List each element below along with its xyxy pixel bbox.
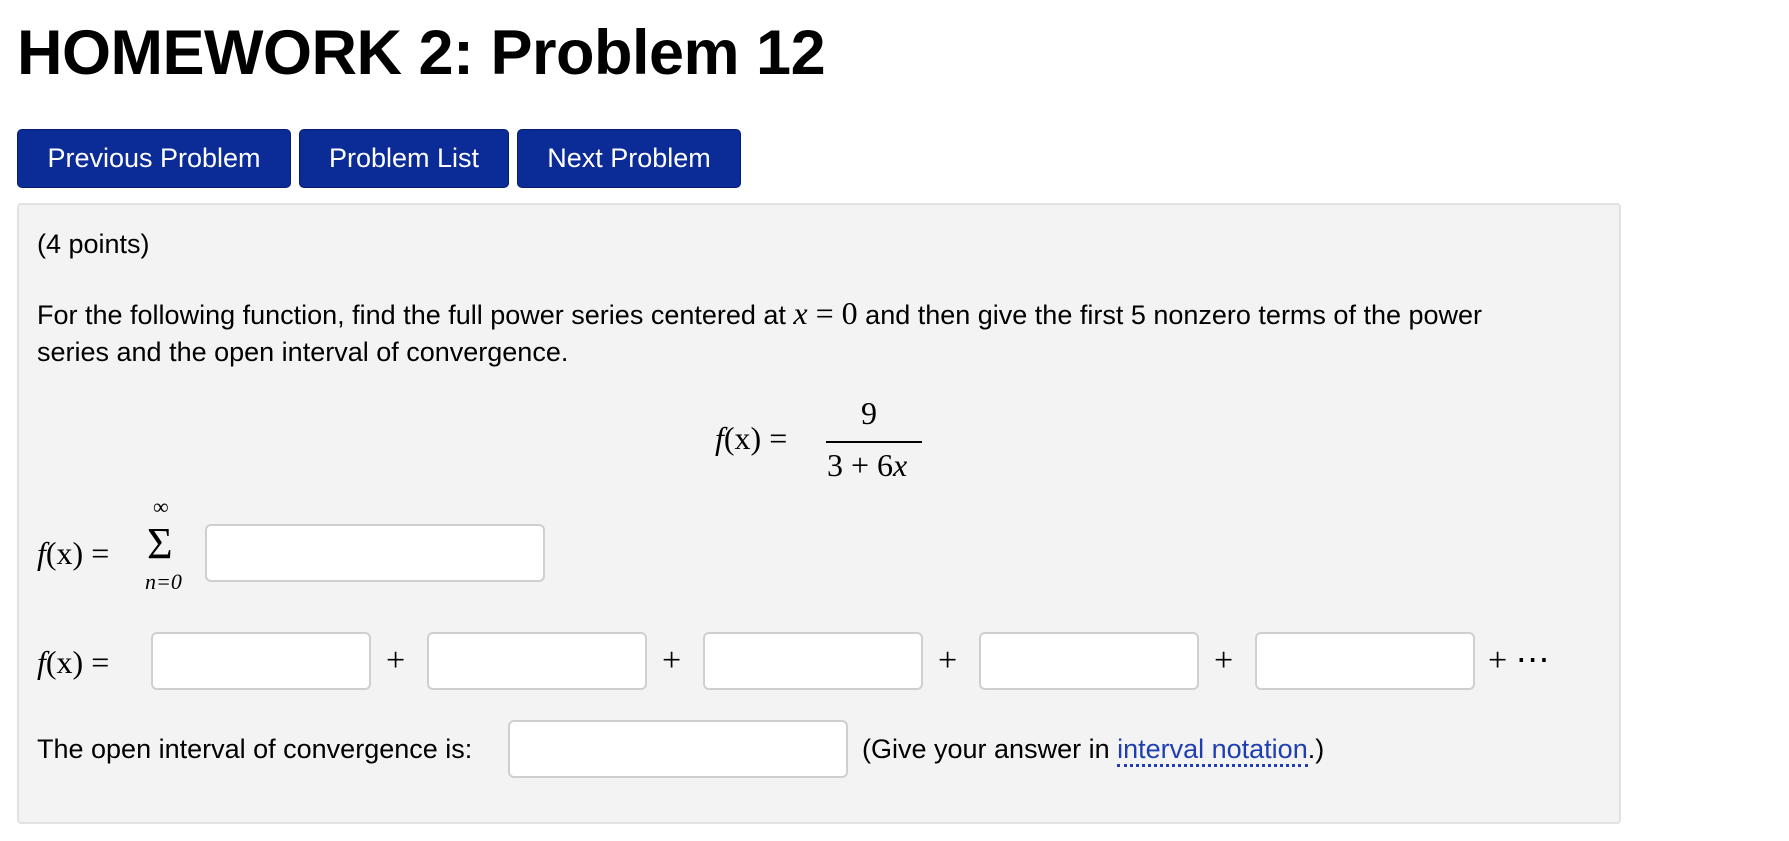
term-3-input[interactable] (703, 632, 923, 690)
problem-panel (17, 203, 1621, 824)
interval-of-convergence-input[interactable] (508, 720, 848, 778)
function-numerator: 9 (861, 395, 877, 431)
plus-sign: + (938, 642, 958, 679)
hint-text-a: (Give your answer in (862, 734, 1118, 764)
terms-f: f (37, 644, 46, 680)
series-arg: (x) = (45, 535, 110, 571)
function-arg: (x) = (723, 420, 788, 456)
hint-text-b: .) (1307, 734, 1325, 764)
interval-hint (862, 729, 1324, 769)
problem-list-button[interactable]: Problem List (299, 129, 509, 188)
series-continuation: + ⋯ (1488, 642, 1550, 679)
function-f: f (715, 420, 724, 456)
next-problem-button[interactable]: Next Problem (517, 129, 741, 188)
series-f: f (37, 535, 46, 571)
term-2-input[interactable] (427, 632, 647, 690)
statement-text-b: and then give the first 5 nonzero terms of the power (857, 300, 1483, 330)
statement-text-a: For the following function, find the full power series centered at (37, 300, 794, 330)
sigma-lower-limit: n=0 (145, 569, 182, 594)
term-1-input[interactable] (151, 632, 371, 690)
page-title: HOMEWORK 2: Problem 12 (17, 18, 826, 88)
previous-problem-button[interactable]: Previous Problem (17, 129, 291, 188)
statement-var-x: x (793, 295, 808, 331)
fraction-bar (826, 441, 922, 443)
plus-sign: + (386, 642, 406, 679)
function-denominator: 3 + 6 (827, 447, 894, 483)
interval-label: The open interval of convergence is: (37, 734, 473, 764)
points-label: (4 points) (37, 229, 150, 259)
terms-lhs (37, 642, 109, 689)
function-denominator-var: x (893, 447, 908, 483)
plus-sign: + (1214, 642, 1234, 679)
series-general-term-input[interactable] (205, 524, 545, 582)
terms-arg: (x) = (45, 644, 110, 680)
statement-eq-zero: = 0 (807, 295, 858, 331)
term-4-input[interactable] (979, 632, 1199, 690)
problem-statement-line1 (37, 293, 1482, 335)
interval-notation-link[interactable]: interval notation (1117, 734, 1308, 767)
sigma-symbol: Σ (147, 519, 173, 568)
sigma-upper-limit: ∞ (153, 494, 169, 519)
plus-sign: + (662, 642, 682, 679)
problem-statement-line2: series and the open interval of convergence. (37, 337, 569, 367)
term-5-input[interactable] (1255, 632, 1475, 690)
